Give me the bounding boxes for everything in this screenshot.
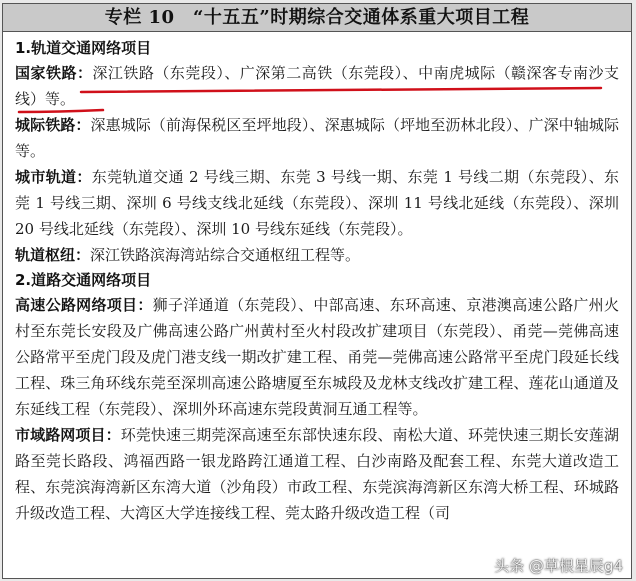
text-expressway: 狮子洋通道（东莞段）、中部高速、东环高速、京港澳高速公路广州火村至东莞长安段及广佛高速公路广州黄村至火村段改扩建项目（东莞段）、甬莞—莞佛高速公路常平至虎门段及虎门港支线一期改扩建工程、甬莞—莞佛高速公路常平至虎门段延长线工程、珠三角环线东莞至深圳高速公路塘厦至东城段及龙林支线改扩建工程、莲花山通道及东延线工程（东莞段）、深圳外环高速东莞段黄洞互通工程等。 [15, 296, 619, 418]
paragraph-intercity-rail [15, 112, 619, 164]
paragraph-urban-rail [15, 164, 619, 242]
paragraph-expressway [15, 292, 619, 422]
watermark-text: 头条 @草根星辰g4 [494, 557, 623, 575]
section-heading-rail: 1.轨道交通网络项目 [15, 39, 152, 57]
term-rail-hub: 轨道枢纽： [15, 246, 91, 264]
project-list-document [2, 3, 632, 579]
text-city-roads: 环莞快速三期莞深高速至东部快速东段、南松大道、环莞快速三期长安莲湖路至莞长路段、鸿福西路一银龙路跨江通道工程、白沙南路及配套工程、东莞大道改造工程、东莞滨海湾新区东湾大道（沙角段）市政工程、东莞滨海湾新区东湾大桥工程、环城路升级改造工程、大湾区大学连接线工程、莞太路升级改造工程（司 [15, 426, 619, 522]
term-expressway: 高速公路网络项目： [15, 296, 153, 314]
text-intercity-rail: 深惠城际（前海保税区至坪地段）、深惠城际（坪地至沥林北段）、广深中轴城际等。 [15, 116, 619, 160]
term-city-roads: 市域路网项目： [15, 426, 121, 444]
document-title: 专栏 10 “十五五”时期综合交通体系重大项目工程 [3, 4, 631, 32]
text-urban-rail: 东莞轨道交通 2 号线三期、东莞 3 号线一期、东莞 1 号线二期（东莞段）、东莞 1 号线三期、深圳 6 号线支线北延线（东莞段）、深圳 11 号线北延线（东莞段）、深圳 20 号线北延线（东莞段）、深圳 10 号线东延线（东莞段）。 [15, 168, 619, 238]
document-body [3, 32, 631, 526]
term-urban-rail: 城市轨道： [15, 168, 92, 186]
section-heading-road: 2.道路交通网络项目 [15, 271, 152, 289]
term-intercity-rail: 城际铁路： [15, 116, 91, 134]
paragraph-national-rail [15, 60, 619, 112]
paragraph-city-roads [15, 422, 619, 526]
paragraph-rail-hub [15, 242, 619, 268]
term-national-rail: 国家铁路： [15, 64, 93, 82]
text-rail-hub: 深江铁路滨海湾站综合交通枢纽工程等。 [90, 246, 361, 264]
text-national-rail: 深江铁路（东莞段）、广深第二高铁（东莞段）、中南虎城际（赣深客专南沙支线）等。 [15, 64, 619, 108]
